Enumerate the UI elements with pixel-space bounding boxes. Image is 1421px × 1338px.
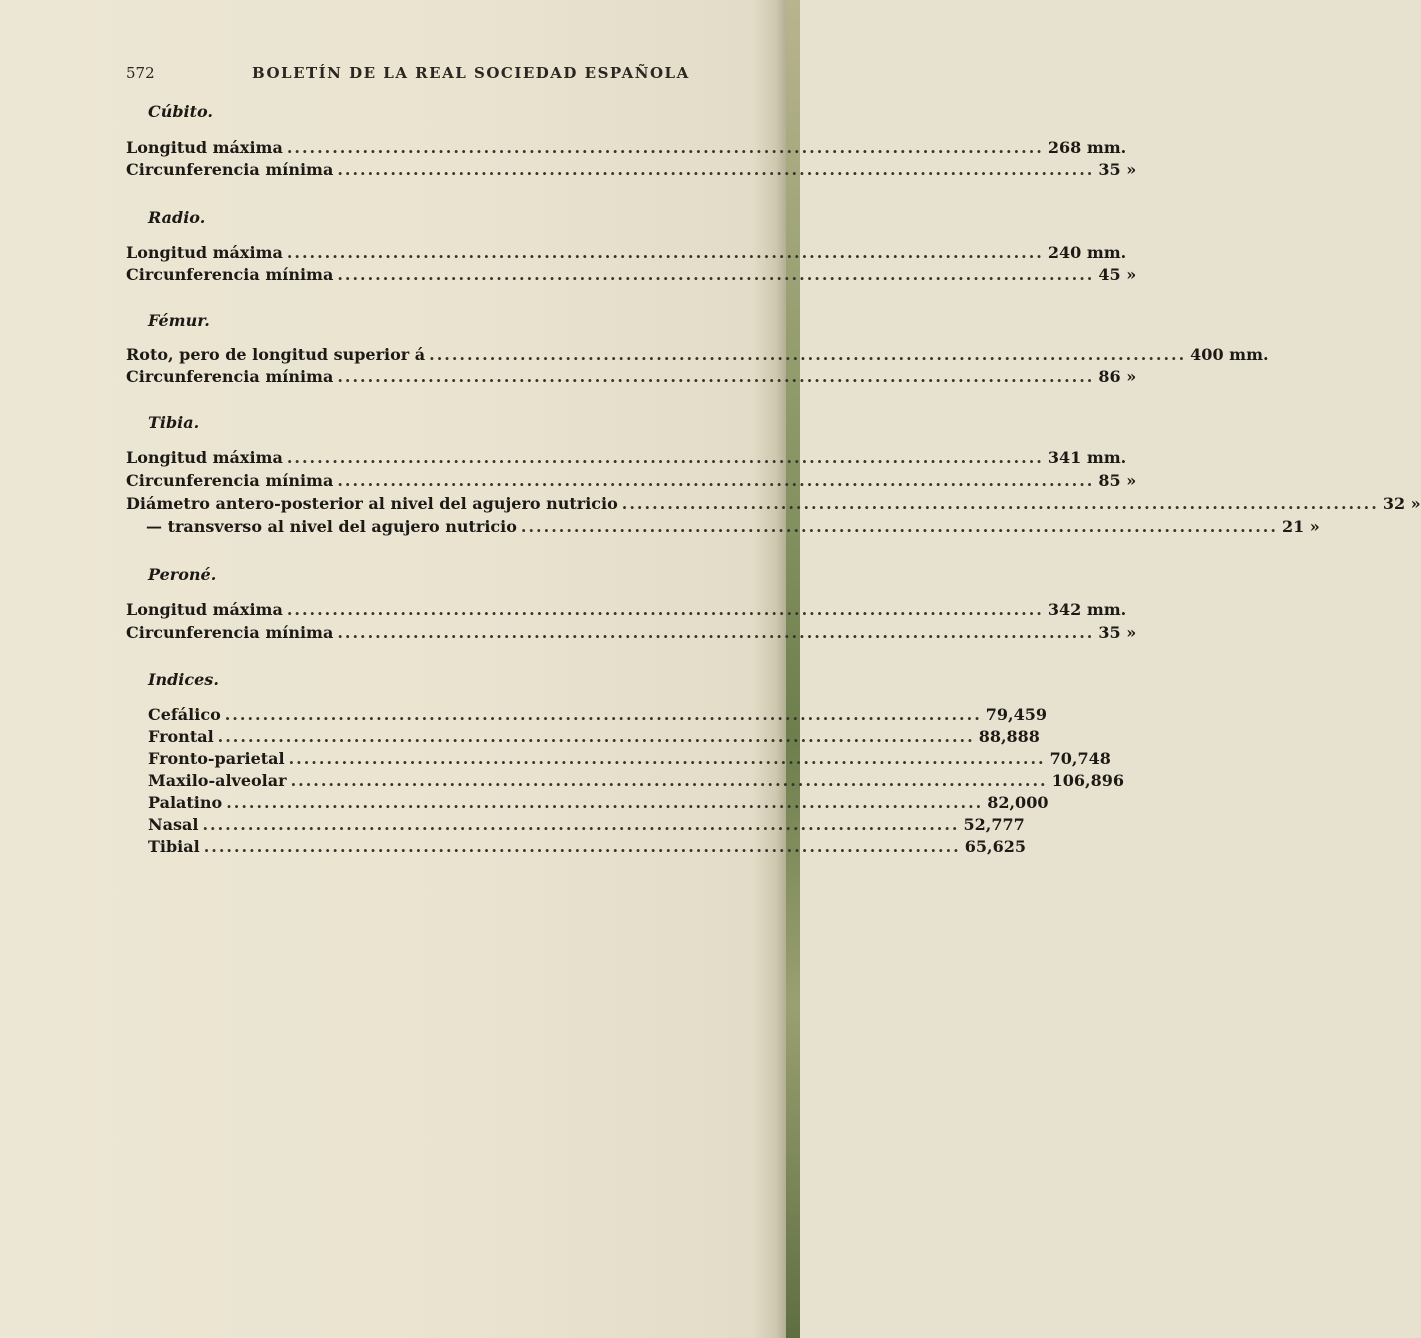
- index-value: 106,896: [1051, 771, 1124, 790]
- measure-value: 86 »: [1098, 367, 1137, 386]
- index-label: Frontal: [148, 727, 214, 746]
- measure-value: 85 »: [1098, 471, 1137, 490]
- measure-row: [126, 138, 1127, 160]
- measure-row: [126, 160, 1137, 182]
- index-row: [148, 793, 1049, 814]
- measure-row: [126, 345, 1269, 367]
- index-value: 70,748: [1049, 749, 1111, 768]
- leader-dots: ....................................................................................................: [286, 600, 1044, 619]
- index-value: 88,888: [978, 727, 1040, 746]
- index-row: [148, 749, 1111, 770]
- measure-value: 21 »: [1281, 517, 1320, 536]
- leader-dots: ....................................................................................................: [224, 705, 982, 724]
- measure-label: Circunferencia mínima: [126, 367, 334, 386]
- measure-value: 341 mm.: [1047, 448, 1127, 467]
- section-title: Fémur.: [148, 311, 210, 330]
- section-title: Cúbito.: [148, 102, 213, 121]
- measure-value: 240 mm.: [1047, 243, 1127, 262]
- measure-value: 268 mm.: [1047, 138, 1127, 157]
- measure-value: 400 mm.: [1190, 345, 1269, 364]
- leader-dots: ....................................................................................................: [286, 138, 1044, 157]
- index-label: Fronto-parietal: [148, 749, 285, 768]
- measure-label: Circunferencia mínima: [126, 160, 334, 179]
- index-value: 79,459: [985, 705, 1047, 724]
- section-title: Radio.: [148, 208, 206, 227]
- index-value: 65,625: [964, 837, 1026, 856]
- leader-dots: ....................................................................................................: [217, 727, 975, 746]
- measure-label: Longitud máxima: [126, 243, 283, 262]
- measure-row: [126, 448, 1127, 470]
- measure-row: [126, 243, 1127, 265]
- index-row: [148, 837, 1026, 858]
- leader-dots: ....................................................................................................: [520, 517, 1278, 536]
- leader-dots: ....................................................................................................: [337, 471, 1095, 490]
- measure-label: Longitud máxima: [126, 138, 283, 157]
- measure-value: 45 »: [1098, 265, 1137, 284]
- measure-value: 342 mm.: [1047, 600, 1127, 619]
- leader-dots: ....................................................................................................: [286, 448, 1044, 467]
- leader-dots: ....................................................................................................: [621, 494, 1379, 513]
- index-value: 52,777: [963, 815, 1025, 834]
- indices-title: Indices.: [148, 670, 219, 689]
- index-row: [148, 815, 1025, 836]
- index-label: Nasal: [148, 815, 199, 834]
- index-label: Tibial: [148, 837, 200, 856]
- page-edge: [786, 0, 800, 1338]
- leader-dots: ....................................................................................................: [337, 160, 1095, 179]
- measure-row: [126, 265, 1137, 287]
- measure-value: 35 »: [1098, 623, 1137, 642]
- index-label: Cefálico: [148, 705, 221, 724]
- measure-row: [126, 471, 1137, 493]
- measure-label: Circunferencia mínima: [126, 265, 334, 284]
- leader-dots: ....................................................................................................: [290, 771, 1048, 790]
- measure-label: Circunferencia mínima: [126, 471, 334, 490]
- measure-row: [126, 600, 1127, 622]
- leader-dots: ....................................................................................................: [337, 367, 1095, 386]
- section-title: Tibia.: [148, 413, 200, 432]
- index-label: Maxilo-alveolar: [148, 771, 287, 790]
- index-value: 82,000: [987, 793, 1049, 812]
- measure-value: 32 »: [1382, 494, 1421, 513]
- index-row: [148, 771, 1124, 792]
- measure-row: [126, 367, 1137, 389]
- leader-dots: ....................................................................................................: [286, 243, 1044, 262]
- measure-label: Roto, pero de longitud superior á: [126, 345, 426, 364]
- measure-label: Longitud máxima: [126, 448, 283, 467]
- measure-row: [126, 623, 1137, 645]
- section-title: Peroné.: [148, 565, 217, 584]
- index-label: Palatino: [148, 793, 223, 812]
- page-number: 572: [126, 64, 155, 82]
- leader-dots: ....................................................................................................: [288, 749, 1046, 768]
- index-row: [148, 705, 1047, 726]
- measure-value: 35 »: [1098, 160, 1137, 179]
- leader-dots: ....................................................................................................: [429, 345, 1187, 364]
- measure-label: Circunferencia mínima: [126, 623, 334, 642]
- index-row: [148, 727, 1040, 748]
- measure-row: [126, 494, 1421, 516]
- leader-dots: ....................................................................................................: [226, 793, 984, 812]
- leader-dots: ....................................................................................................: [203, 837, 961, 856]
- header-title: BOLETÍN DE LA REAL SOCIEDAD ESPAÑOLA: [252, 64, 690, 82]
- measure-label: Diámetro antero-posterior al nivel del agujero nutricio: [126, 494, 618, 513]
- leader-dots: ....................................................................................................: [202, 815, 960, 834]
- leader-dots: ....................................................................................................: [337, 265, 1095, 284]
- measure-label: — transverso al nivel del agujero nutricio: [146, 517, 517, 536]
- leader-dots: ....................................................................................................: [337, 623, 1095, 642]
- measure-row: [126, 517, 1320, 539]
- measure-label: Longitud máxima: [126, 600, 283, 619]
